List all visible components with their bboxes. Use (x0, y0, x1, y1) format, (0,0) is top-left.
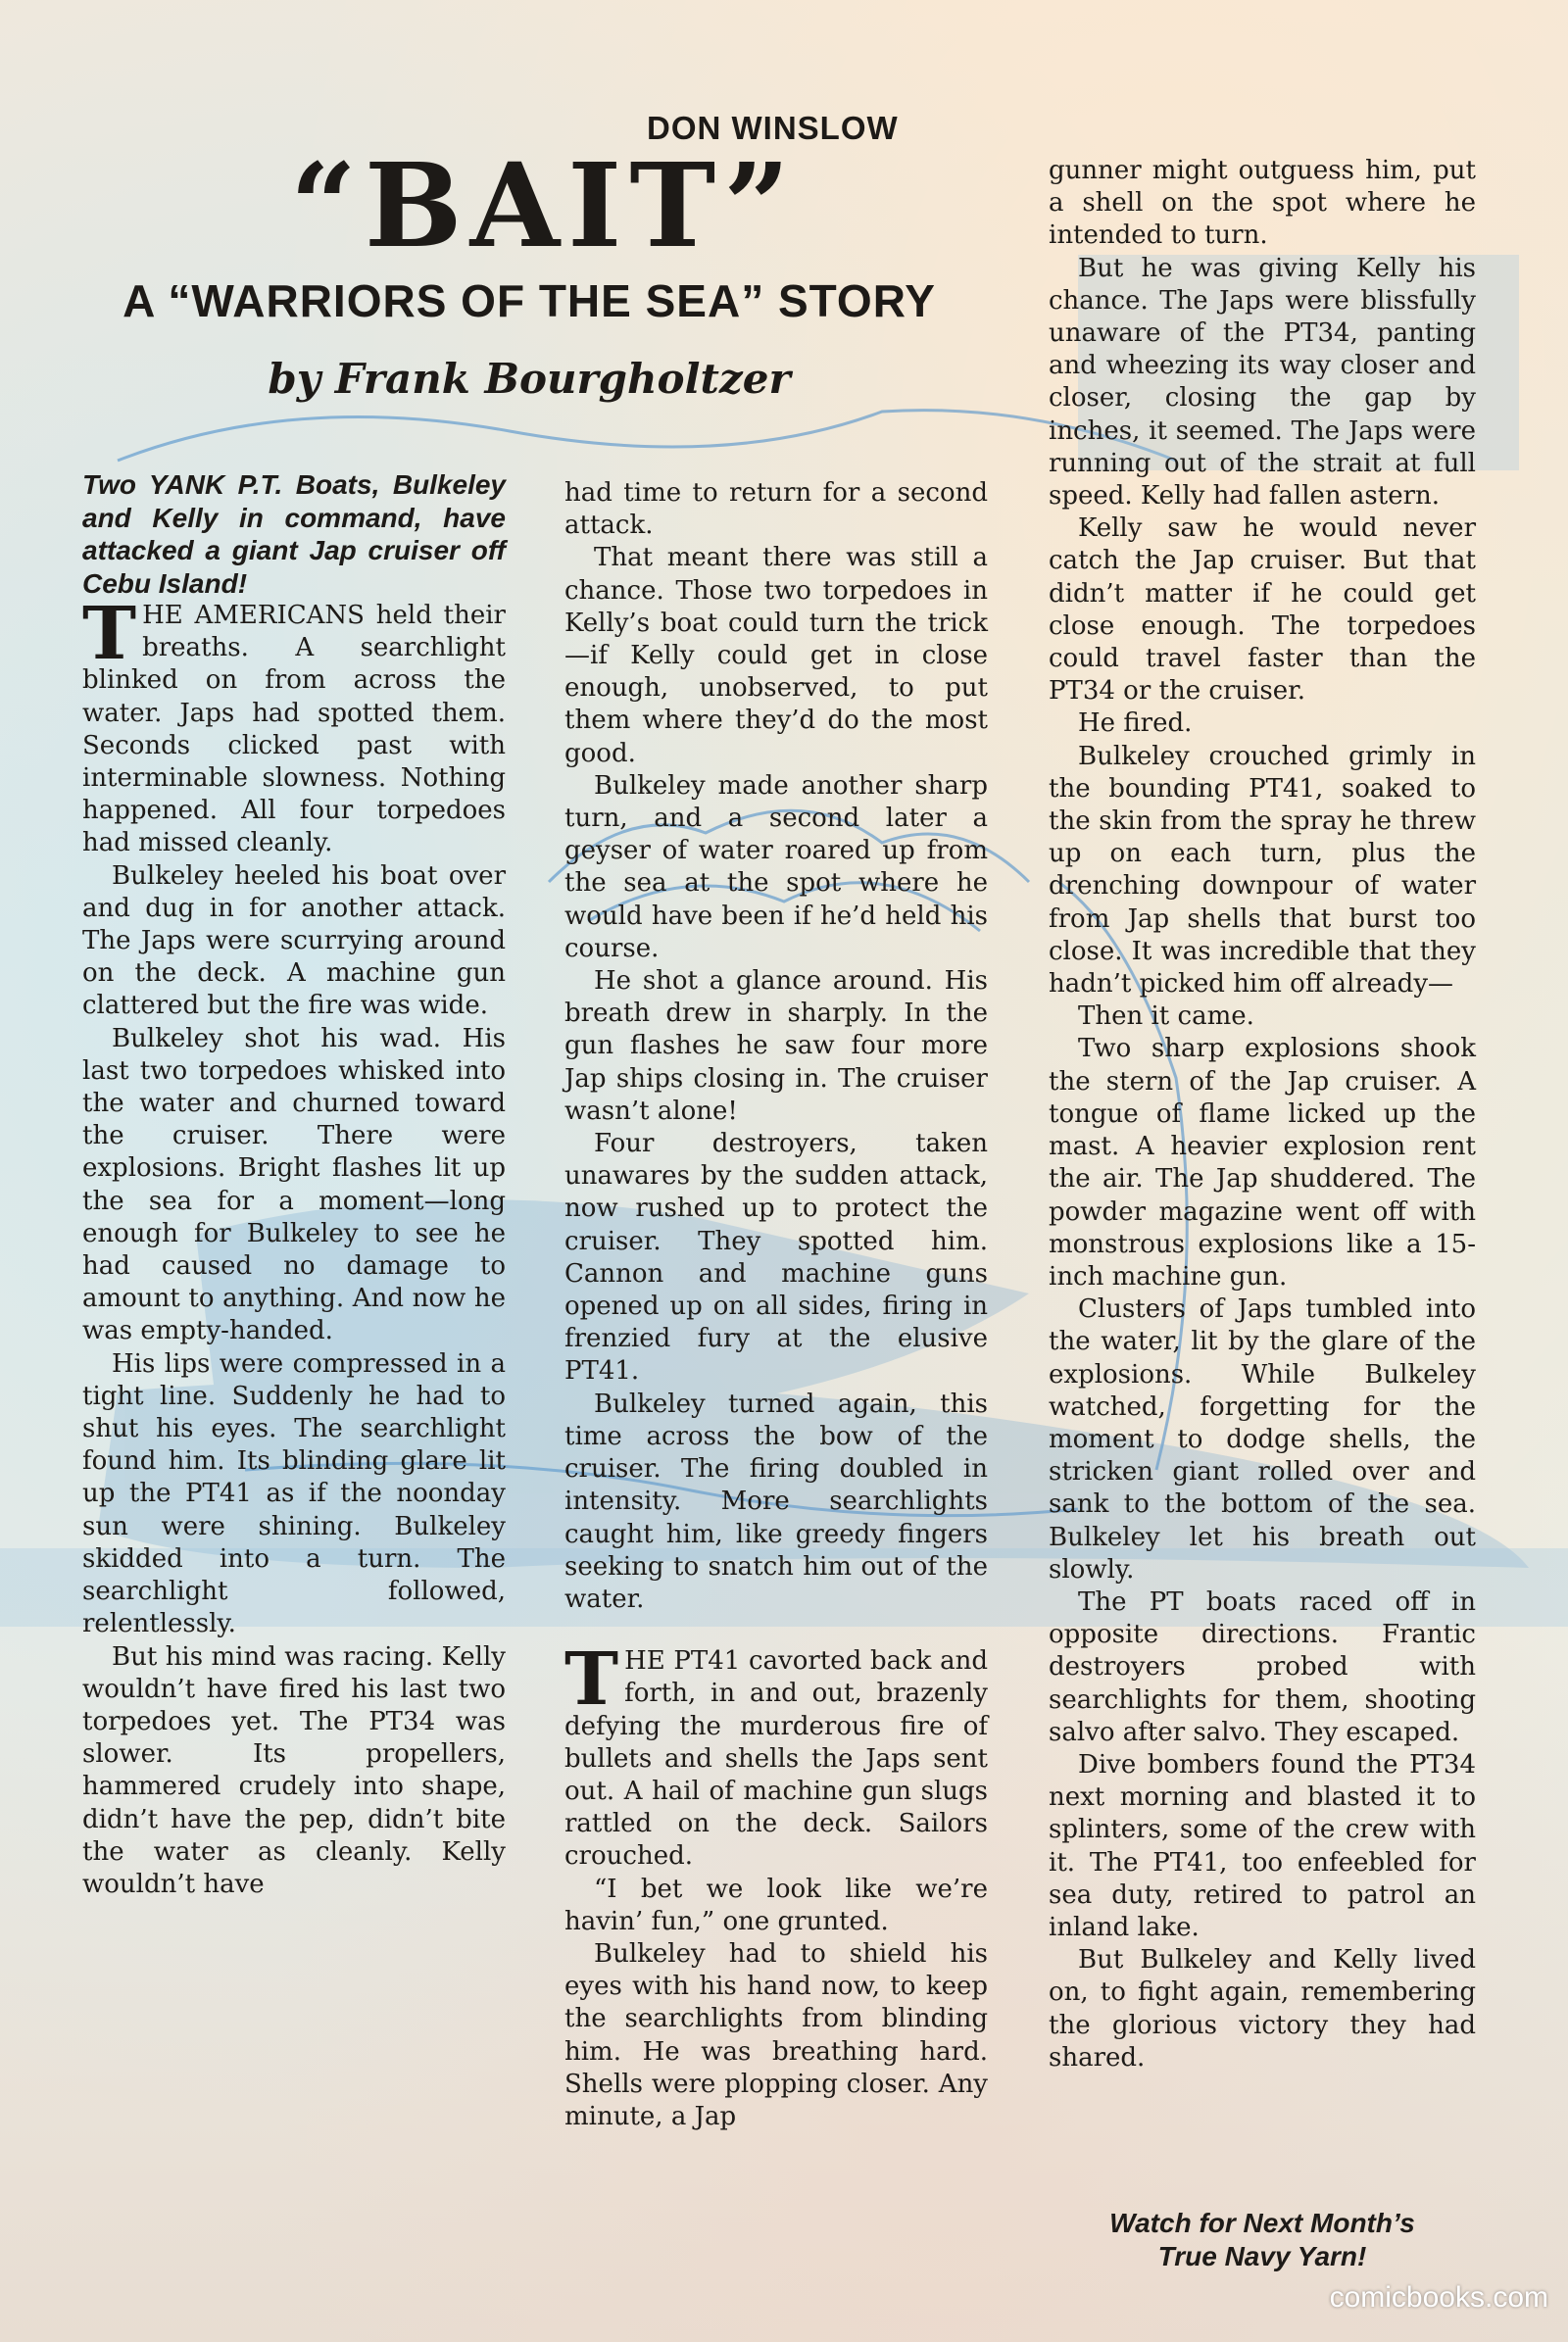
text-column-2 (564, 477, 988, 2133)
paragraph-text: HE AMERICANS held their breaths. A searchlight blinked on from across the water. Japs had spotted them. Seconds clicked past with interminable slowness. Nothing happened. All four torpedoes had missed cleanly. (82, 601, 506, 858)
paragraph: But Bulkeley and Kelly lived on, to fight again, remembering the glorious victory they had shared. (1049, 1945, 1476, 2073)
paragraph: Bulkeley crouched grimly in the bounding PT41, soaked to the skin from the spray he threw up on each turn, plus the drenching downpour of water from Jap shells that burst too close. It was incredible that they hadn’t picked him off already— (1049, 741, 1476, 1000)
text-column-3 (1049, 155, 1476, 2074)
paragraph: His lips were compressed in a tight line. Suddenly he had to shut his eyes. The searchlight found him. Its blinding glare lit up the PT41 as if the noonday sun were shining. Bulkeley skidded into a turn. The searchlight followed, relentlessly. (82, 1348, 506, 1639)
paragraph: Two sharp explosions shook the stern of the Jap cruiser. A tongue of flame licked up the mast. A heavier explosion rent the air. The Jap shuddered. The powder magazine went off with monstrous explosions like a 15-inch machine gun. (1049, 1034, 1476, 1292)
series-title: DON WINSLOW (647, 110, 899, 146)
story-title: “BAIT” (289, 137, 799, 273)
paragraph: Bulkeley had to shield his eyes with his hand now, to keep the searchlights from blinding him. He was breathing hard. Shells were plopping closer. Any minute, a Jap (564, 1938, 988, 2131)
paragraph: But he was giving Kelly his chance. The Japs were blissfully unaware of the PT34, panting and wheezing its way closer and closer, closing the gap by inches, it seemed. The Japs were running out of the strait at full speed. Kelly had fallen astern. (1049, 253, 1476, 512)
teaser-line-1: Watch for Next Month’s (1109, 2208, 1415, 2238)
paragraph: Bulkeley made another sharp turn, and a second later a geyser of water roared up from the sea at the spot where he would have been if he’d held his course. (564, 770, 988, 963)
site-watermark: comicbooks.com (1329, 2281, 1548, 2314)
teaser-line-2: True Navy Yarn! (1157, 2241, 1367, 2271)
paragraph: Clusters of Japs tumbled into the water, lit by the glare of the explosions. While Bulkeley watched, forgetting for the moment to dodge shells, the stricken giant rolled over and sank to the bottom of the sea. Bulkeley let his breath out slowly. (1049, 1294, 1476, 1585)
drop-cap: T (82, 592, 137, 676)
drop-cap: T (564, 1637, 619, 1723)
paragraph: That meant there was still a chance. Those two torpedoes in Kelly’s boat could turn the trick—if Kelly could get in close enough, unobserved, to put them where they’d do the most good. (564, 543, 988, 768)
paragraph-text: HE PT41 cavorted back and forth, in and out, brazenly defying the murderous fire of bullets and shells the Japs sent out. A hail of machine gun slugs rattled on the deck. Sailors crouched. (564, 1646, 988, 1872)
paragraph: But his mind was racing. Kelly wouldn’t have fired his last two torpedoes yet. The PT34 was slower. Its propellers, hammered crudely into shape, didn’t have the pep, didn’t bite the water as cleanly. Kelly wouldn’t have (82, 1641, 506, 1899)
story-deck: Two YANK P.T. Boats, Bulkeley and Kelly in command, have attacked a giant Jap cruiser off Cebu Island! (82, 469, 506, 599)
paragraph: Four destroyers, taken unawares by the sudden attack, now rushed up to protect the cruiser. They spotted him. Cannon and machine guns opened up on all sides, firing in frenzied fury at the elusive PT41. (564, 1129, 988, 1387)
paragraph: Bulkeley heeled his boat over and dug in for another attack. The Japs were scurrying around on the deck. A machine gun clattered but the fire was wide. (82, 860, 506, 1021)
paragraph: Bulkeley shot his wad. His last two torpedoes whisked into the water and churned toward the cruiser. There were explosions. Bright flashes lit up the sea for a moment—long enough for Bulkeley to see he had caused no damage to amount to anything. And now he was empty-handed. (82, 1023, 506, 1346)
paragraph: Bulkeley turned again, this time across the bow of the cruiser. The firing doubled in intensity. More searchlights caught him, like greedy fingers seeking to snatch him out of the water. (564, 1389, 988, 1614)
paragraph (564, 1637, 988, 1873)
paragraph: Kelly saw he would never catch the Jap cruiser. But that didn’t matter if he could get close enough. The torpedoes could travel faster than the PT34 or the cruiser. (1049, 513, 1476, 707)
paragraph (82, 592, 506, 860)
story-subtitle: A “WARRIORS OF THE SEA” STORY (122, 275, 936, 326)
section-break (564, 1616, 988, 1645)
paragraph: He shot a glance around. His breath drew in sharply. In the gun flashes he saw four more Jap ships closing in. The cruiser wasn’t alone! (564, 966, 988, 1126)
text-column-1 (82, 468, 506, 1901)
paragraph: The PT boats raced off in opposite directions. Frantic destroyers probed with searchlights for them, shooting salvo after salvo. They escaped. (1049, 1586, 1476, 1747)
paragraph: “I bet we look like we’re havin’ fun,” one grunted. (564, 1874, 988, 1936)
next-month-teaser (1049, 2207, 1476, 2273)
paragraph: gunner might outguess him, put a shell on the spot where he intended to turn. (1049, 156, 1476, 251)
author-byline: by Frank Bourgholtzer (268, 355, 791, 403)
paragraph: Dive bombers found the PT34 next morning and blasted it to splinters, some of the crew with it. The PT41, too enfeebled for sea duty, retired to patrol an inland lake. (1049, 1749, 1476, 1942)
paragraph: He fired. (1078, 708, 1193, 739)
paragraph: had time to return for a second attack. (564, 478, 988, 541)
paragraph: Then it came. (1078, 1001, 1254, 1032)
